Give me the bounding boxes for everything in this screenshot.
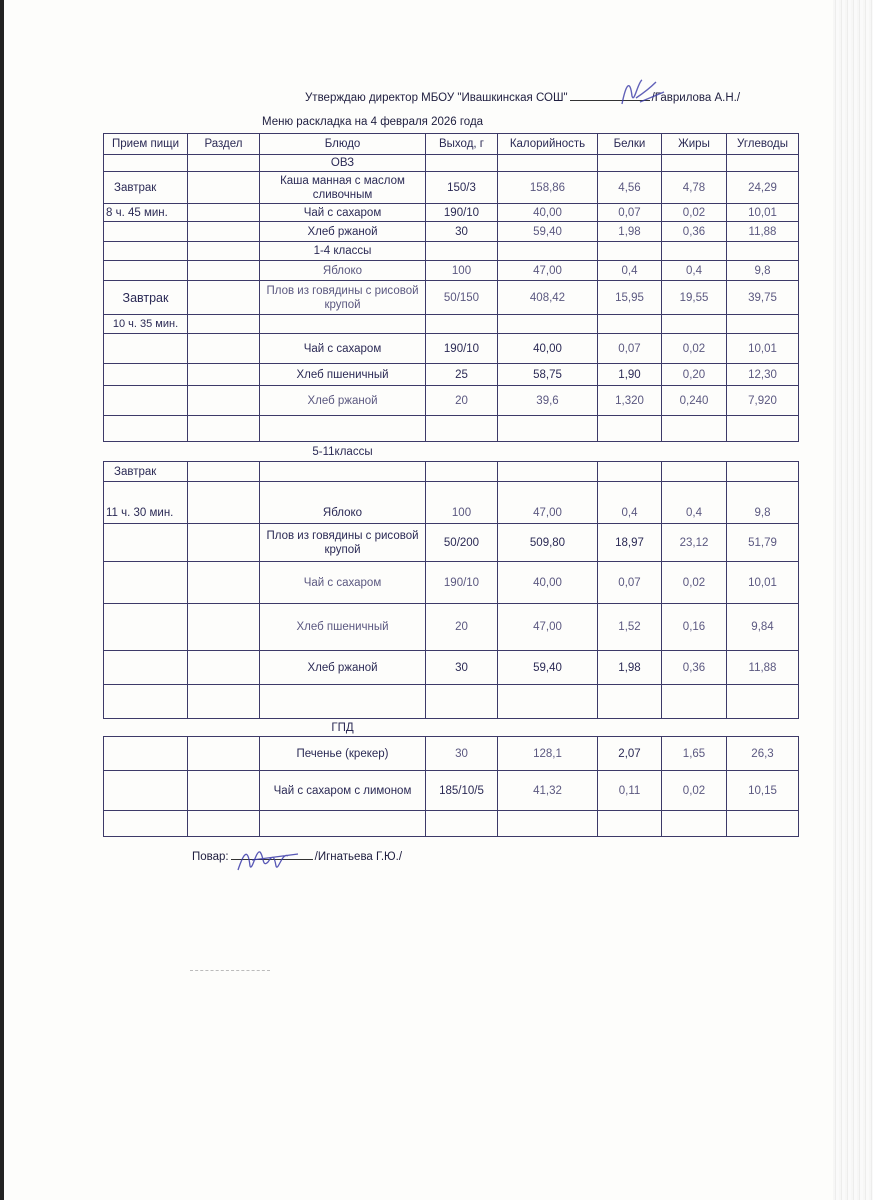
cook-signature — [232, 842, 312, 878]
cook-label: Повар: — [192, 851, 229, 863]
section-title: ГПД — [331, 721, 354, 734]
protein-cell: 0,07 — [598, 334, 662, 364]
output-cell: 100 — [426, 482, 498, 524]
fat-cell: 0,02 — [662, 204, 727, 222]
carbs-cell: 9,8 — [727, 261, 799, 281]
carbs-cell: 39,75 — [727, 281, 799, 315]
protein-cell: 1,90 — [598, 364, 662, 386]
table-row — [104, 315, 799, 334]
carbs-cell: 26,3 — [727, 737, 799, 771]
protein-cell: 2,07 — [598, 737, 662, 771]
table-row — [104, 737, 799, 771]
director-name: /Гаврилова А.Н./ — [651, 92, 741, 104]
dish-cell: Чай с сахаром — [260, 334, 426, 364]
section-title: 1-4 классы — [260, 242, 426, 261]
output-cell: 50/150 — [426, 281, 498, 315]
calories-cell: 47,00 — [498, 604, 598, 651]
dish-cell: Чай с сахаром — [260, 562, 426, 604]
col-protein: Белки — [598, 134, 662, 155]
director-signature — [612, 74, 672, 114]
col-dish: Блюдо — [260, 134, 426, 155]
dish-cell: Яблоко — [260, 482, 426, 524]
protein-cell: 1,98 — [598, 222, 662, 242]
fat-cell: 0,02 — [662, 562, 727, 604]
protein-cell: 0,07 — [598, 204, 662, 222]
menu-table — [103, 133, 799, 837]
output-cell: 20 — [426, 604, 498, 651]
table-row — [104, 562, 799, 604]
output-cell: 30 — [426, 737, 498, 771]
protein-cell: 0,4 — [598, 261, 662, 281]
col-section: Раздел — [188, 134, 260, 155]
approval-line — [305, 92, 740, 104]
output-cell: 50/200 — [426, 524, 498, 562]
fat-cell: 0,20 — [662, 364, 727, 386]
section-row — [104, 719, 799, 737]
section-title: ОВЗ — [260, 155, 426, 172]
dish-cell: Яблоко — [260, 261, 426, 281]
table-row — [104, 261, 799, 281]
carbs-cell: 10,01 — [727, 562, 799, 604]
protein-cell: 0,07 — [598, 562, 662, 604]
col-output: Выход, г — [426, 134, 498, 155]
fat-cell: 0,4 — [662, 261, 727, 281]
fat-cell: 0,4 — [662, 482, 727, 524]
calories-cell: 40,00 — [498, 562, 598, 604]
dish-cell: Хлеб ржаной — [260, 222, 426, 242]
protein-cell: 15,95 — [598, 281, 662, 315]
table-row — [104, 651, 799, 685]
table-row — [104, 524, 799, 562]
calories-cell: 40,00 — [498, 204, 598, 222]
header-row — [104, 134, 799, 155]
carbs-cell: 11,88 — [727, 222, 799, 242]
table-row — [104, 811, 799, 837]
carbs-cell: 51,79 — [727, 524, 799, 562]
output-cell: 190/10 — [426, 334, 498, 364]
calories-cell: 58,75 — [498, 364, 598, 386]
table-row — [104, 462, 799, 482]
dish-cell: Хлеб пшеничный — [260, 604, 426, 651]
dish-cell: Плов из говядины с рисовой крупой — [260, 281, 426, 315]
protein-cell: 1,98 — [598, 651, 662, 685]
dish-cell: Печенье (крекер) — [260, 737, 426, 771]
meal-label: Завтрак — [104, 462, 188, 482]
dish-cell: Чай с сахаром — [260, 204, 426, 222]
table-row — [104, 281, 799, 315]
fat-cell: 0,16 — [662, 604, 727, 651]
protein-cell: 1,320 — [598, 386, 662, 416]
fat-cell: 0,02 — [662, 334, 727, 364]
dish-cell: Хлеб ржаной — [260, 386, 426, 416]
table-row — [104, 685, 799, 719]
output-cell: 190/10 — [426, 562, 498, 604]
table-row — [104, 482, 799, 524]
section-row — [104, 242, 799, 261]
calories-cell: 158,86 — [498, 172, 598, 204]
protein-cell: 0,11 — [598, 771, 662, 811]
output-cell: 185/10/5 — [426, 771, 498, 811]
protein-cell: 0,4 — [598, 482, 662, 524]
meal-time: 8 ч. 45 мин. — [104, 204, 188, 222]
carbs-cell: 10,01 — [727, 204, 799, 222]
fat-cell: 0,02 — [662, 771, 727, 811]
fat-cell: 1,65 — [662, 737, 727, 771]
calories-cell: 47,00 — [498, 482, 598, 524]
calories-cell: 41,32 — [498, 771, 598, 811]
protein-cell: 1,52 — [598, 604, 662, 651]
fat-cell: 4,78 — [662, 172, 727, 204]
calories-cell: 408,42 — [498, 281, 598, 315]
fat-cell: 0,36 — [662, 651, 727, 685]
fat-cell: 0,36 — [662, 222, 727, 242]
carbs-cell: 10,15 — [727, 771, 799, 811]
output-cell: 150/3 — [426, 172, 498, 204]
protein-cell: 18,97 — [598, 524, 662, 562]
col-meal: Прием пищи — [104, 134, 188, 155]
col-fat: Жиры — [662, 134, 727, 155]
meal-label: Завтрак — [104, 281, 188, 315]
table-row — [104, 222, 799, 242]
output-cell: 25 — [426, 364, 498, 386]
output-cell: 190/10 — [426, 204, 498, 222]
meal-time: 11 ч. 30 мин. — [104, 482, 188, 524]
calories-cell: 59,40 — [498, 651, 598, 685]
dish-cell: Каша манная с маслом сливочным — [260, 172, 426, 204]
carbs-cell: 7,920 — [727, 386, 799, 416]
cook-name: /Игнатьева Г.Ю./ — [314, 851, 403, 863]
calories-cell: 40,00 — [498, 334, 598, 364]
scan-artifact — [190, 970, 270, 972]
col-calories: Калорийность — [498, 134, 598, 155]
calories-cell: 59,40 — [498, 222, 598, 242]
output-cell: 30 — [426, 651, 498, 685]
section-row — [104, 442, 799, 462]
section-row — [104, 155, 799, 172]
table-row — [104, 204, 799, 222]
output-cell: 100 — [426, 261, 498, 281]
calories-cell: 509,80 — [498, 524, 598, 562]
fat-cell: 0,240 — [662, 386, 727, 416]
menu-title: Меню раскладка на 4 февраля 2026 года — [262, 116, 484, 128]
carbs-cell: 9,8 — [727, 482, 799, 524]
fat-cell: 19,55 — [662, 281, 727, 315]
scan-edge — [0, 0, 4, 1200]
dish-cell: Плов из говядины с рисовой крупой — [260, 524, 426, 562]
calories-cell: 47,00 — [498, 261, 598, 281]
table-row — [104, 386, 799, 416]
protein-cell: 4,56 — [598, 172, 662, 204]
meal-time: 10 ч. 35 мин. — [104, 315, 188, 334]
section-title: 5-11классы — [312, 445, 373, 458]
output-cell: 20 — [426, 386, 498, 416]
table-row — [104, 172, 799, 204]
scan-edge-right — [833, 0, 873, 1200]
approval-text: Утверждаю директор МБОУ "Ивашкинская СОШ" — [305, 92, 568, 104]
fat-cell: 23,12 — [662, 524, 727, 562]
output-cell: 30 — [426, 222, 498, 242]
table-row — [104, 364, 799, 386]
carbs-cell: 24,29 — [727, 172, 799, 204]
carbs-cell: 9,84 — [727, 604, 799, 651]
calories-cell: 39,6 — [498, 386, 598, 416]
calories-cell: 128,1 — [498, 737, 598, 771]
meal-label: Завтрак — [104, 172, 188, 204]
carbs-cell: 11,88 — [727, 651, 799, 685]
table-row — [104, 604, 799, 651]
table-row — [104, 416, 799, 442]
dish-cell: Чай с сахаром с лимоном — [260, 771, 426, 811]
carbs-cell: 10,01 — [727, 334, 799, 364]
col-carbs: Углеводы — [727, 134, 799, 155]
table-row — [104, 771, 799, 811]
carbs-cell: 12,30 — [727, 364, 799, 386]
dish-cell: Хлеб пшеничный — [260, 364, 426, 386]
dish-cell: Хлеб ржаной — [260, 651, 426, 685]
table-row — [104, 334, 799, 364]
